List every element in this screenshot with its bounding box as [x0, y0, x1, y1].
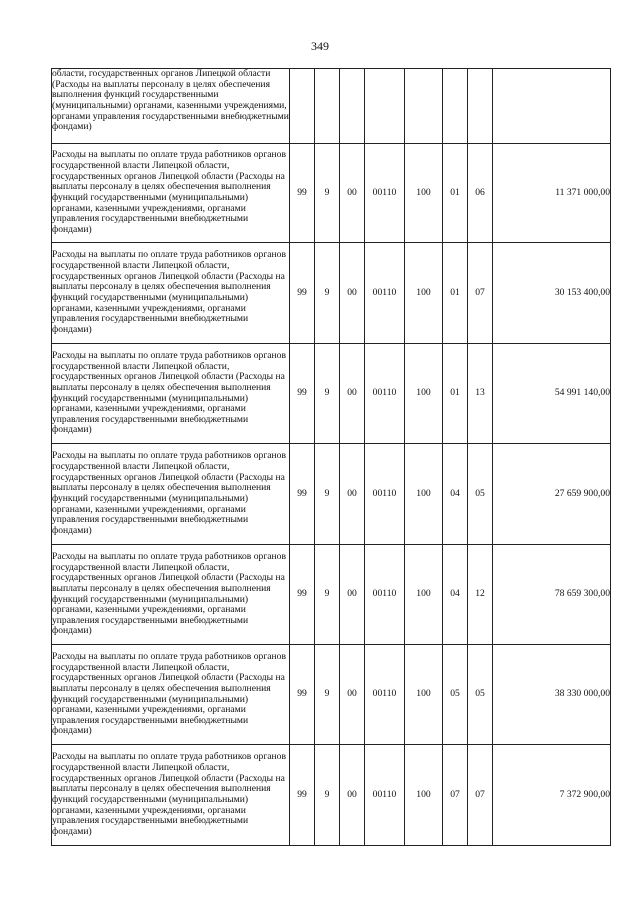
program-code: 99 [290, 645, 315, 745]
row-description: Расходы на выплаты по оплате труда работников органов государственной власти Липецкой области, государственных органов Липецкой области (Расходы на выплаты персоналу в целях обеспечения выполнения функций государственными (муниципальными) органами, казенными учреждениями, органами управления государственными внебюджетными фондами) [52, 444, 290, 545]
program-code: 99 [290, 545, 315, 645]
empty-cell [468, 69, 493, 144]
program-code: 99 [290, 144, 315, 243]
subprogram-code: 9 [315, 144, 340, 243]
program-code: 99 [290, 745, 315, 846]
event-code: 00 [340, 243, 365, 344]
direction-code: 00110 [365, 645, 405, 745]
amount: 38 330 000,00 [493, 645, 611, 745]
row-description: области, государственных органов Липецкой области (Расходы на выплаты персоналу в целях обеспечения выполнения функций государственными (муниципальными) органами, казенными учреждениями, органами управления государственными внебюджетными фондами) [52, 69, 290, 144]
empty-cell [493, 69, 611, 144]
expense-type-code: 100 [405, 144, 443, 243]
amount: 7 372 900,00 [493, 745, 611, 846]
section-code: 05 [443, 645, 468, 745]
subsection-code: 05 [468, 444, 493, 545]
section-code: 01 [443, 344, 468, 444]
budget-table [51, 68, 611, 846]
row-description: Расходы на выплаты по оплате труда работников органов государственной власти Липецкой области, государственных органов Липецкой области (Расходы на выплаты персоналу в целях обеспечения выполнения функций государственными (муниципальными) органами, казенными учреждениями, органами управления государственными внебюджетными фондами) [52, 144, 290, 243]
page-number: 349 [311, 39, 329, 53]
expense-type-code: 100 [405, 545, 443, 645]
expense-type-code: 100 [405, 745, 443, 846]
subprogram-code: 9 [315, 444, 340, 545]
program-code: 99 [290, 444, 315, 545]
event-code: 00 [340, 144, 365, 243]
subsection-code: 07 [468, 243, 493, 344]
empty-cell [405, 69, 443, 144]
subprogram-code: 9 [315, 545, 340, 645]
subprogram-code: 9 [315, 645, 340, 745]
program-code: 99 [290, 344, 315, 444]
subsection-code: 07 [468, 745, 493, 846]
direction-code: 00110 [365, 344, 405, 444]
event-code: 00 [340, 645, 365, 745]
direction-code: 00110 [365, 243, 405, 344]
subsection-code: 12 [468, 545, 493, 645]
table-row [52, 645, 611, 745]
program-code: 99 [290, 243, 315, 344]
amount: 54 991 140,00 [493, 344, 611, 444]
table-row [52, 444, 611, 545]
subsection-code: 05 [468, 645, 493, 745]
section-code: 07 [443, 745, 468, 846]
event-code: 00 [340, 344, 365, 444]
event-code: 00 [340, 545, 365, 645]
row-description: Расходы на выплаты по оплате труда работников органов государственной власти Липецкой области, государственных органов Липецкой области (Расходы на выплаты персоналу в целях обеспечения выполнения функций государственными (муниципальными) органами, казенными учреждениями, органами управления государственными внебюджетными фондами) [52, 545, 290, 645]
direction-code: 00110 [365, 545, 405, 645]
subprogram-code: 9 [315, 344, 340, 444]
empty-cell [365, 69, 405, 144]
table-row [52, 344, 611, 444]
section-code: 01 [443, 144, 468, 243]
expense-type-code: 100 [405, 344, 443, 444]
subprogram-code: 9 [315, 745, 340, 846]
expense-type-code: 100 [405, 645, 443, 745]
amount: 27 659 900,00 [493, 444, 611, 545]
amount: 30 153 400,00 [493, 243, 611, 344]
expense-type-code: 100 [405, 444, 443, 545]
subsection-code: 06 [468, 144, 493, 243]
event-code: 00 [340, 444, 365, 545]
direction-code: 00110 [365, 144, 405, 243]
row-description: Расходы на выплаты по оплате труда работников органов государственной власти Липецкой области, государственных органов Липецкой области (Расходы на выплаты персоналу в целях обеспечения выполнения функций государственными (муниципальными) органами, казенными учреждениями, органами управления государственными внебюджетными фондами) [52, 645, 290, 745]
event-code: 00 [340, 745, 365, 846]
expense-type-code: 100 [405, 243, 443, 344]
direction-code: 00110 [365, 745, 405, 846]
empty-cell [315, 69, 340, 144]
empty-cell [443, 69, 468, 144]
table-row [52, 144, 611, 243]
empty-cell [340, 69, 365, 144]
table-row [52, 745, 611, 846]
section-code: 04 [443, 545, 468, 645]
amount: 11 371 000,00 [493, 144, 611, 243]
direction-code: 00110 [365, 444, 405, 545]
empty-cell [290, 69, 315, 144]
amount: 78 659 300,00 [493, 545, 611, 645]
row-description: Расходы на выплаты по оплате труда работников органов государственной власти Липецкой области, государственных органов Липецкой области (Расходы на выплаты персоналу в целях обеспечения выполнения функций государственными (муниципальными) органами, казенными учреждениями, органами управления государственными внебюджетными фондами) [52, 745, 290, 846]
row-description: Расходы на выплаты по оплате труда работников органов государственной власти Липецкой области, государственных органов Липецкой области (Расходы на выплаты персоналу в целях обеспечения выполнения функций государственными (муниципальными) органами, казенными учреждениями, органами управления государственными внебюджетными фондами) [52, 243, 290, 344]
table-row-continued [52, 69, 611, 144]
section-code: 04 [443, 444, 468, 545]
row-description: Расходы на выплаты по оплате труда работников органов государственной власти Липецкой области, государственных органов Липецкой области (Расходы на выплаты персоналу в целях обеспечения выполнения функций государственными (муниципальными) органами, казенными учреждениями, органами управления государственными внебюджетными фондами) [52, 344, 290, 444]
table-row [52, 243, 611, 344]
subprogram-code: 9 [315, 243, 340, 344]
subsection-code: 13 [468, 344, 493, 444]
section-code: 01 [443, 243, 468, 344]
table-row [52, 545, 611, 645]
